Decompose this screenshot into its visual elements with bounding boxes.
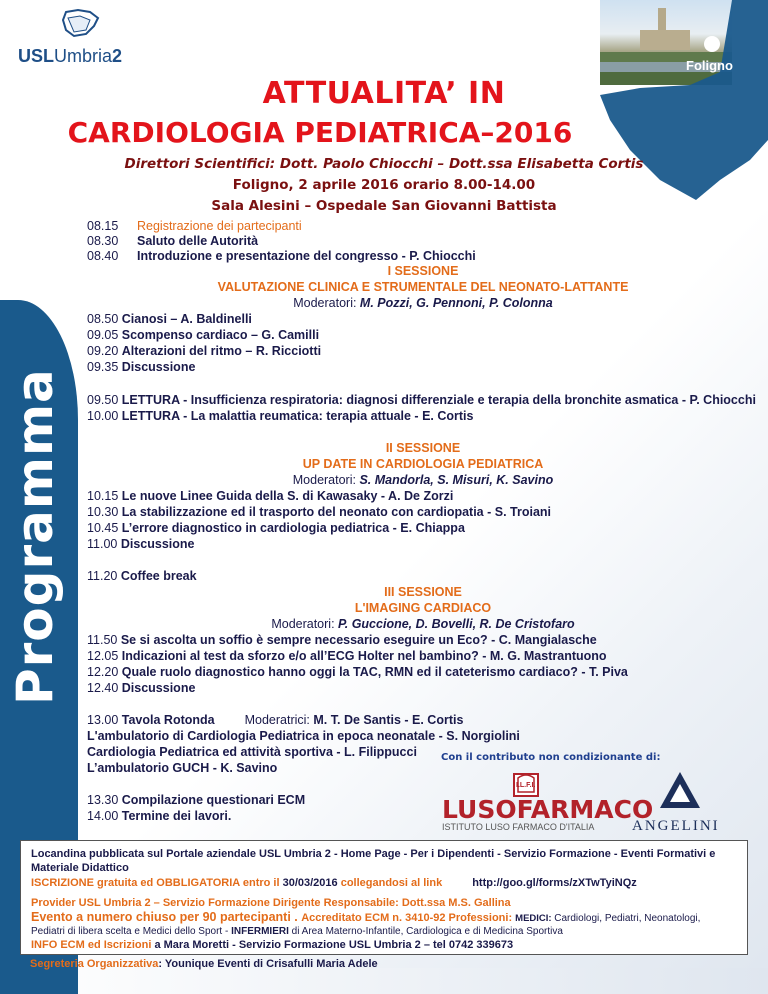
programme-row: 08.30 Saluto delle Autorità (87, 234, 259, 248)
bottom-band (0, 968, 768, 994)
programme-row: 09.20 Alterazioni del ritmo – R. Ricciotti (87, 344, 322, 358)
session-1-moderators: Moderatori: M. Pozzi, G. Pennoni, P. Colonna (293, 296, 553, 310)
session-3-subtitle: L'IMAGING CARDIACO (354, 601, 492, 615)
programme-row: 12.40 Discussione (87, 681, 196, 695)
session-2-subtitle: UP DATE IN CARDIOLOGIA PEDIATRICA (302, 457, 544, 471)
programme-row: 10.30 La stabilizzazione ed il trasporto del neonato con cardiopatia - S. Troiani (87, 505, 552, 519)
registration-line: ISCRIZIONE gratuita ed OBBLIGATORIA entro il 30/03/2016 collegandosi al link http://goo.gl/forms/zXTwTyiNQz (31, 877, 637, 889)
svg-text:ISTITUTO LUSO FARMACO D'ITALIA: ISTITUTO LUSO FARMACO D'ITALIA (442, 822, 595, 832)
programme-row: 08.40 Introduzione e presentazione del congresso - P. Chiocchi (87, 249, 476, 263)
programme-row: 12.05 Indicazioni al test da sforzo e/o all’ECG Holter nel bambino? - M. G. Mastrantuono (87, 649, 607, 663)
roundtable-title: 13.00 Tavola Rotonda Moderatrici: M. T. De Santis - E. Cortis (87, 713, 464, 727)
umbria-region-icon (60, 8, 102, 38)
programme-row: 12.20 Quale ruolo diagnostico hanno oggi la TAC, RMN ed il cateterismo cardiaco? - T. Piva (87, 665, 628, 679)
registration-link[interactable]: http://goo.gl/forms/zXTwTyiNQz (472, 877, 637, 889)
sponsor-label: Con il contributo non condizionante di: (441, 752, 661, 763)
session-2-moderators: Moderatori: S. Mandorla, S. Misuri, K. Savino (292, 473, 554, 487)
usl-umbria-logo (18, 8, 138, 78)
ilfi-badge: I.L.F.I. (516, 782, 536, 789)
evento-line: Evento a numero chiuso per 90 partecipanti . Accreditato ECM n. 3410-92 Professioni: MEDICI: Cardiologi, Pediatri, Neonatologi, (31, 910, 701, 924)
programme-row: 08.15 Registrazione dei partecipanti (87, 219, 302, 233)
info-line: INFO ECM ed Iscrizioni a Mara Moretti - Servizio Formazione USL Umbria 2 – tel 0742 339673 (31, 939, 514, 951)
side-label: Programma (6, 368, 64, 705)
lecture-row: 09.50 LETTURA - Insufficienza respiratoria: diagnosi differenziale e terapia della bronchite asmatica - P. Chiocchi (87, 393, 756, 407)
session-1-subtitle: VALUTAZIONE CLINICA E STRUMENTALE DEL NEONATO-LATTANTE (217, 280, 629, 294)
roundtable-line: L’ambulatorio GUCH - K. Savino (87, 761, 278, 775)
programme-row: 08.50 Cianosi – A. Baldinelli (87, 312, 252, 326)
programme-row: 13.30 Compilazione questionari ECM (87, 793, 306, 807)
event-venue: Sala Alesini – Ospedale San Giovanni Battista (211, 198, 557, 214)
session-3-moderators: Moderatori: P. Guccione, D. Bovelli, R. De Cristofaro (271, 617, 575, 631)
angelini-logo (630, 770, 740, 832)
svg-text:ANGELINI: ANGELINI (632, 818, 720, 834)
programme-row: 14.00 Termine dei lavori. (87, 809, 232, 823)
programme-row: 09.35 Discussione (87, 360, 196, 374)
professions-line: Pediatri di libera scelta e Medici dello Sport - INFERMIERI di Area Materno-Infantile, Cardiologica e di Medicina Sportiva (31, 926, 563, 937)
session-1-title: I SESSIONE (387, 264, 459, 278)
lecture-row: 10.00 LETTURA - La malattia reumatica: terapia attuale - E. Cortis (87, 409, 474, 423)
publication-text-2: Materiale Didattico (31, 862, 129, 874)
info-box-provider (20, 892, 748, 955)
programme-row: 10.15 Le nuove Linee Guida della S. di Kawasaky - A. De Zorzi (87, 489, 454, 503)
provider-line: Provider USL Umbria 2 – Servizio Formazione Dirigente Responsabile: Dott.ssa M.S. Gallina (31, 897, 511, 909)
title-line-2: CARDIOLOGIA PEDIATRICA–2016 (67, 116, 573, 149)
roundtable-line: L'ambulatorio di Cardiologia Pediatrica in epoca neonatale - S. Norgiolini (87, 729, 520, 743)
info-box-publication (20, 840, 748, 894)
programme-row: 09.05 Scompenso cardiaco – G. Camilli (87, 328, 320, 342)
programme-row: 11.50 Se si ascolta un soffio è sempre necessario eseguire un Eco? - C. Mangialasche (87, 633, 597, 647)
programme-row: 11.00 Discussione (87, 537, 195, 551)
title-line-1: ATTUALITA’ IN (262, 76, 506, 111)
directors: Direttori Scientifici: Dott. Paolo Chiocchi – Dott.ssa Elisabetta Cortis (124, 156, 644, 172)
programme-row: 10.45 L’errore diagnostico in cardiologia pediatrica - E. Chiappa (87, 521, 465, 535)
session-2-title: II SESSIONE (385, 441, 461, 455)
coffee-break: 11.20 Coffee break (87, 569, 197, 583)
svg-text:LUSOFARMACO: LUSOFARMACO (442, 795, 654, 824)
lusofarmaco-logo (442, 770, 654, 832)
session-3-title: III SESSIONE (384, 585, 462, 599)
roundtable-line: Cardiologia Pediatrica ed attività sportiva - L. Filippucci (87, 745, 417, 759)
event-date: Foligno, 2 aprile 2016 orario 8.00-14.00 (232, 177, 536, 193)
map-label: Foligno (686, 58, 733, 73)
publication-text: Locandina pubblicata sul Portale aziendale USL Umbria 2 - Home Page - Per i Dipendenti - Servizio Formazione - Eventi Formativi e (31, 848, 716, 860)
secretariat-line: Segreteria Organizzativa: Younique Eventi di Crisafulli Maria Adele (30, 958, 378, 970)
logo-text: USLUmbria2 (18, 46, 123, 66)
